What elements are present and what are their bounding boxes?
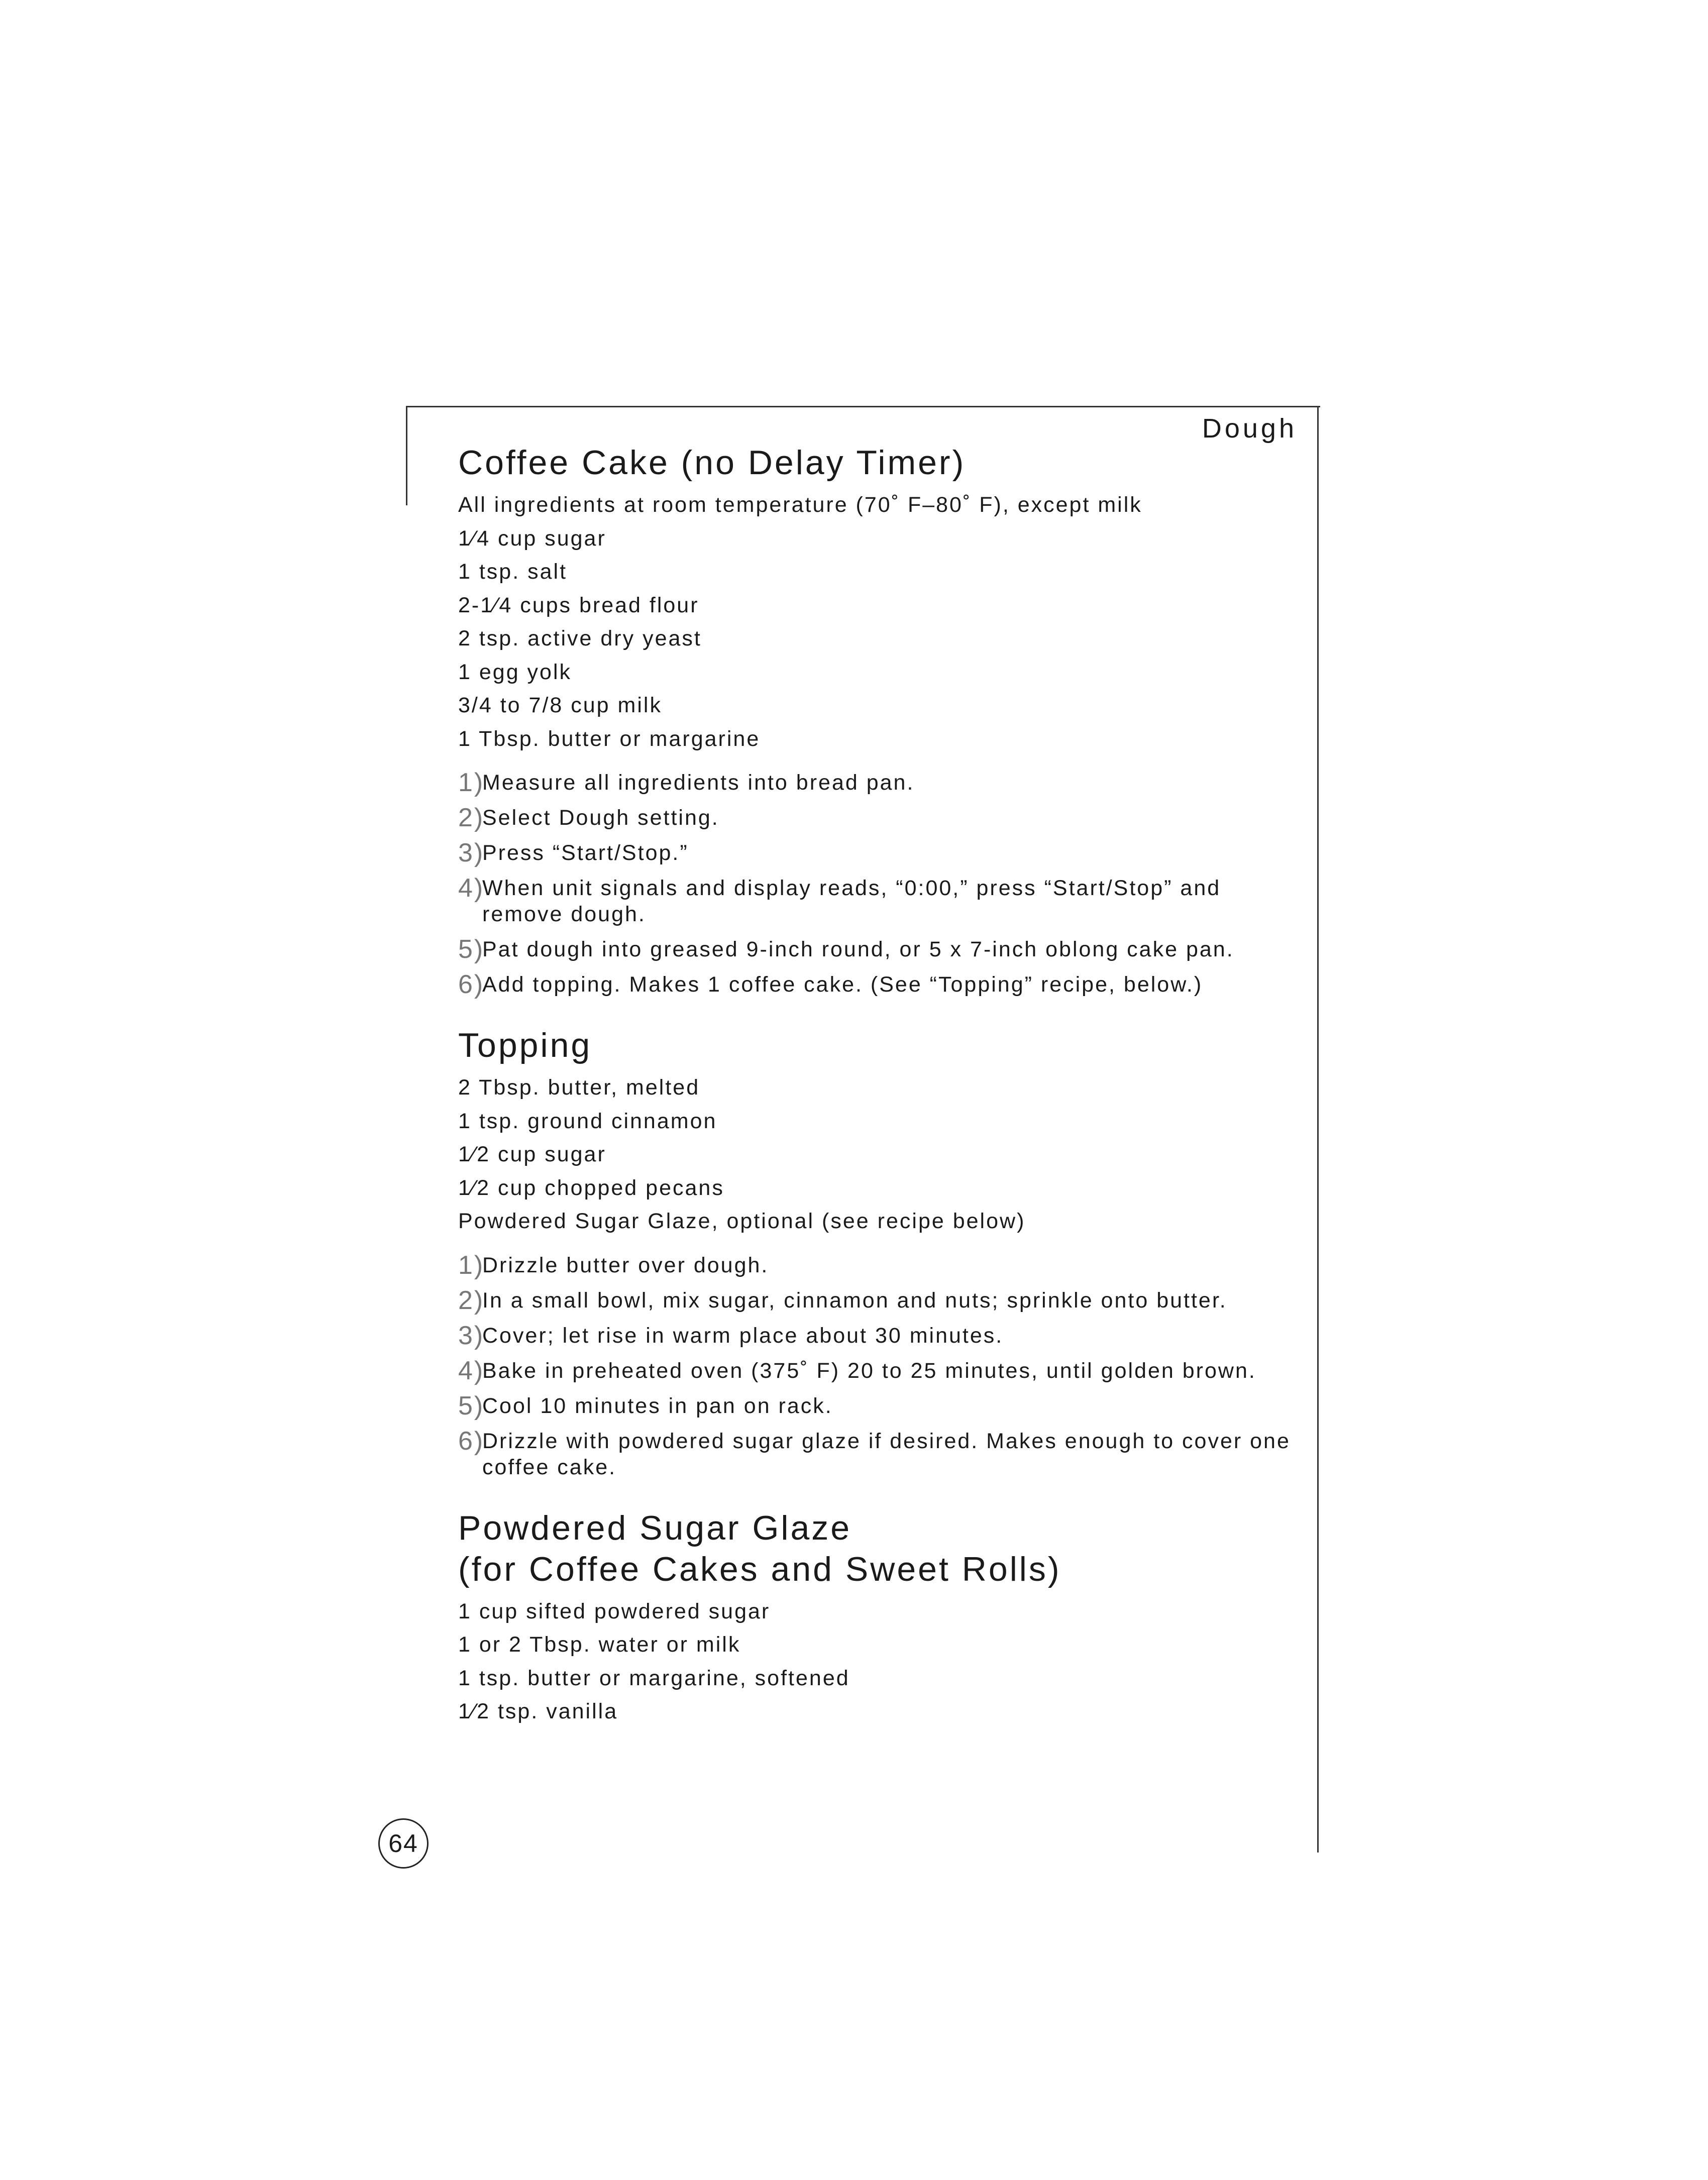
coffee-cake-ingredients [458,488,1292,755]
step-item [458,770,1292,796]
step-number: 2) [458,1285,485,1315]
ingredient-line: 1 Tbsp. butter or margarine [458,726,761,751]
step-number: 3) [458,1321,485,1350]
step-number: 6) [458,970,485,999]
ingredient-line: 1⁄2 cup sugar [458,1142,606,1166]
step-item [458,1393,1292,1419]
step-number: 5) [458,1391,485,1421]
coffee-cake-title: Coffee Cake (no Delay Timer) [458,444,966,482]
page-frame-top-rule [406,406,1320,407]
step-text: When unit signals and display reads, “0:00,” press “Start/Stop” and remove dough. [482,876,1221,926]
ingredient-line: Powdered Sugar Glaze, optional (see recipe below) [458,1209,1026,1233]
glaze-title-line-2: (for Coffee Cakes and Sweet Rolls) [458,1550,1061,1588]
step-number: 2) [458,803,485,832]
step-item [458,875,1292,927]
ingredient-line: 1 tsp. salt [458,560,568,584]
ingredient-line: 1 egg yolk [458,660,572,684]
step-number: 5) [458,935,485,964]
coffee-cake-steps [458,770,1292,998]
step-text: Select Dough setting. [482,806,719,830]
step-item [458,805,1292,831]
topping-steps [458,1252,1292,1480]
page-frame-right-rule [1317,406,1319,1852]
step-text: Press “Start/Stop.” [482,841,689,865]
step-item [458,1287,1292,1314]
step-item [458,840,1292,866]
topping-title: Topping [458,1026,592,1064]
ingredient-line: 2 tsp. active dry yeast [458,626,702,650]
step-number: 1) [458,768,485,797]
ingredient-line: 2 Tbsp. butter, melted [458,1075,700,1100]
step-number: 4) [458,1356,485,1385]
ingredient-line: 2-1⁄4 cups bread flour [458,593,699,617]
ingredient-line: All ingredients at room temperature (70˚ F–80˚ F), except milk [458,493,1142,517]
step-text: Cover; let rise in warm place about 30 minutes. [482,1323,1004,1348]
recipe-content [458,442,1292,1728]
ingredient-line: 1 tsp. butter or margarine, softened [458,1666,850,1690]
glaze-ingredients [458,1595,1292,1728]
ingredient-line: 1⁄2 tsp. vanilla [458,1699,618,1723]
glaze-title-line-1: Powdered Sugar Glaze [458,1508,852,1547]
step-text: Measure all ingredients into bread pan. [482,771,915,795]
step-number: 4) [458,874,485,903]
step-text: Pat dough into greased 9-inch round, or 5 x 7-inch oblong cake pan. [482,937,1234,961]
step-item [458,1428,1292,1480]
ingredient-line: 1⁄2 cup chopped pecans [458,1175,724,1200]
ingredient-line: 1 or 2 Tbsp. water or milk [458,1632,741,1657]
glaze-title [458,1507,1292,1590]
step-item [458,1358,1292,1384]
ingredient-line: 1 tsp. ground cinnamon [458,1109,717,1133]
step-text: Add topping. Makes 1 coffee cake. (See “Topping” recipe, below.) [482,972,1203,997]
step-item [458,936,1292,962]
step-number: 3) [458,838,485,867]
ingredient-line: 1⁄4 cup sugar [458,526,606,551]
step-item [458,1252,1292,1278]
step-number: 6) [458,1426,485,1456]
step-text: Cool 10 minutes in pan on rack. [482,1393,833,1418]
page-number: 64 [378,1818,429,1869]
ingredient-line: 3/4 to 7/8 cup milk [458,693,662,717]
ingredient-line: 1 cup sifted powdered sugar [458,1599,771,1623]
step-number: 1) [458,1250,485,1280]
section-tag: Dough [1202,413,1297,444]
page-frame-left-rule [406,406,407,505]
step-text: Bake in preheated oven (375˚ F) 20 to 25 minutes, until golden brown. [482,1358,1256,1383]
step-item [458,971,1292,998]
step-text: In a small bowl, mix sugar, cinnamon and nuts; sprinkle onto butter. [482,1288,1227,1313]
step-text: Drizzle butter over dough. [482,1253,769,1277]
topping-ingredients [458,1071,1292,1238]
step-text: Drizzle with powdered sugar glaze if desired. Makes enough to cover one coffee cake. [482,1429,1291,1479]
step-item [458,1323,1292,1349]
